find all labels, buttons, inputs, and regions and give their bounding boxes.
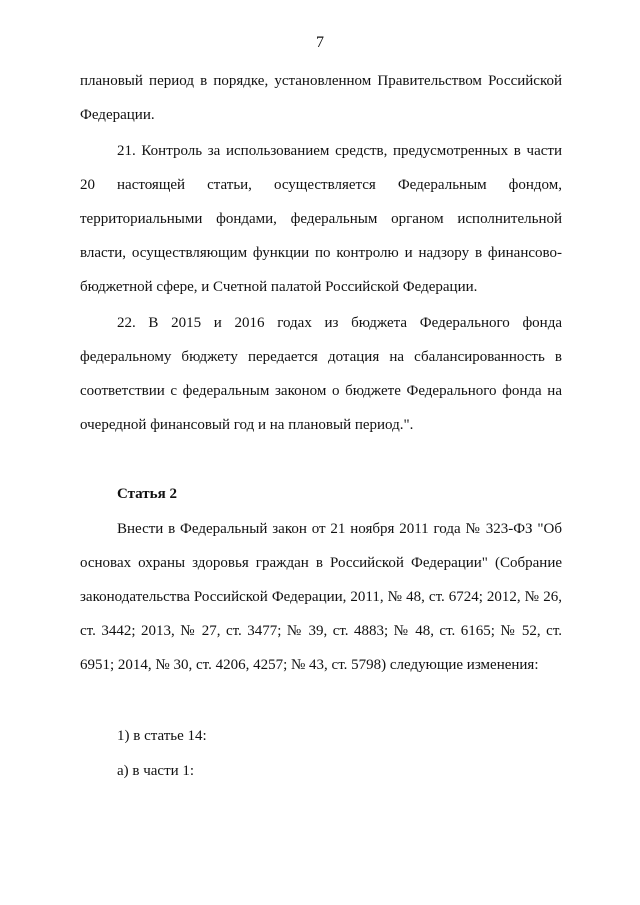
article-2-intro <box>80 512 562 682</box>
paragraph-22-text: 22. В 2015 и 2016 годах из бюджета Федерального фонда федеральному бюджету передается дотация на сбалансированность в соответствии с федеральным законом о бюджете Федерального фонда на очередной финансовый год и на плановый период.". <box>80 315 562 433</box>
article-2-intro-text: Внести в Федеральный закон от 21 ноября 2011 года № 323-ФЗ "Об основах охраны здоровья граждан в Российской Федерации" (Собрание законодательства Российской Федерации, 2011, № 48, ст. 6724; 2012, № 26, ст. 3442; 2013, № 27, ст. 3477; № 39, ст. 4883; № 48, ст. 6165; № 52, ст. 6951; 2014, № 30, ст. 4206, 4257; № 43, ст. 5798) следующие изменения: <box>80 521 562 673</box>
paragraph-22 <box>80 306 562 442</box>
article-2-heading: Статья 2 <box>117 486 177 502</box>
paragraph-21-text: 21. Контроль за использованием средств, предусмотренных в части 20 настоящей статьи, осуществляется Федеральным фондом, территориальными фондами, федеральным органом исполнительной власти, осуществляющим функции по контролю и надзору в финансово-бюджетной сфере, и Счетной палатой Российской Федерации. <box>80 143 562 295</box>
continuation-text: плановый период в порядке, установленном Правительством Российской Федерации. <box>80 73 562 123</box>
continuation-paragraph <box>80 64 562 132</box>
paragraph-21 <box>80 134 562 304</box>
article-2-item-a: а) в части 1: <box>117 763 195 779</box>
article-2-item-1: 1) в статье 14: <box>117 728 207 744</box>
page-number: 7 <box>316 34 324 51</box>
